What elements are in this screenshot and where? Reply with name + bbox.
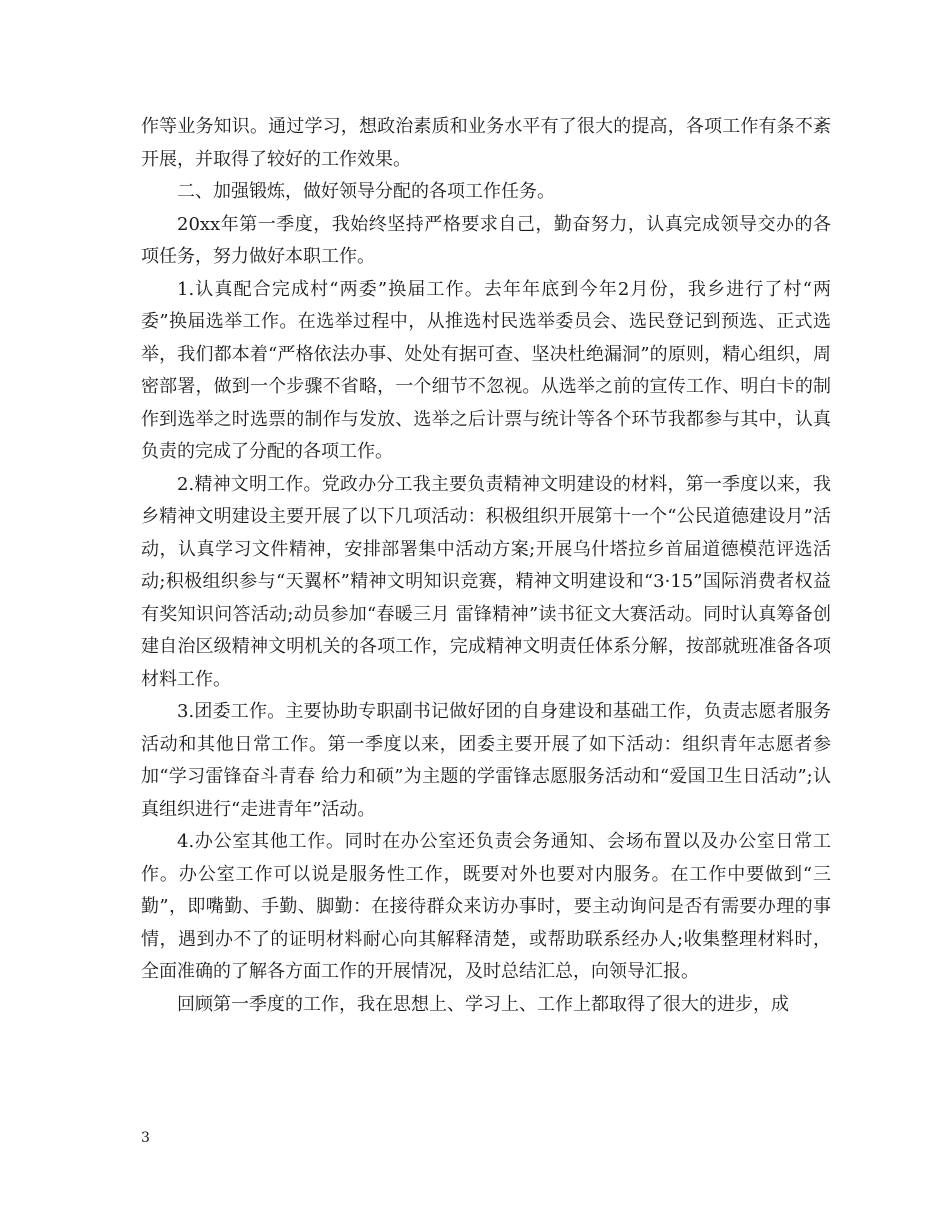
paragraph-intro: 20xx年第一季度，我始终坚持严格要求自己，勤奋努力，认真完成领导交办的各项任务，努力做好本职工作。 <box>141 213 831 267</box>
page-number: 3 <box>141 1130 150 1146</box>
paragraph-item-1: 1.认真配合完成村“两委”换届工作。去年年底到今年2月份，我乡进行了村“两委”换届选举工作。在选举过程中，从推选村民选举委员会、选民登记到预选、正式选举，我们都本着“严格依法办事、处处有据可查、坚决杜绝漏洞”的原则，精心组织，周密部署，做到一个步骤不省略，一个细节不忽视。从选举之前的宣传工作、明白卡的制作到选举之时选票的制作与发放、选举之后计票与统计等各个环节我都参与其中，认真负责的完成了分配的各项工作。 <box>141 278 831 462</box>
document-body <box>141 111 831 1021</box>
paragraph-section-heading: 二、加强锻炼，做好领导分配的各项工作任务。 <box>177 181 555 202</box>
paragraph-item-4: 4.办公室其他工作。同时在办公室还负责会务通知、会场布置以及办公室日常工作。办公室工作可以说是服务性工作，既要对外也要对内服务。在工作中要做到“三勤”，即嘴勤、手勤、脚勤：在接待群众来访办事时，要主动询问是否有需要办理的事情，遇到办不了的证明材料耐心向其解释清楚，或帮助联系经办人;收集整理材料时，全面准确的了解各方面工作的开展情况，及时总结汇总，向领导汇报。 <box>141 831 831 982</box>
paragraph-review: 回顾第一季度的工作，我在思想上、学习上、工作上都取得了很大的进步，成 <box>177 993 789 1015</box>
paragraph-continuation: 作等业务知识。通过学习，想政治素质和业务水平有了很大的提高，各项工作有条不紊开展，并取得了较好的工作效果。 <box>141 116 831 170</box>
paragraph-item-2: 2.精神文明工作。党政办分工我主要负责精神文明建设的材料，第一季度以来，我乡精神文明建设主要开展了以下几项活动：积极组织开展第十一个“公民道德建设月”活动，认真学习文件精神，安排部署集中活动方案;开展乌什塔拉乡首届道德模范评选活动;积极组织参与“天翼杯”精神文明知识竞赛，精神文明建设和“3·15”国际消费者权益有奖知识问答活动;动员参加“春暖三月 雷锋精神”读书征文大赛活动。同时认真筹备创建自治区级精神文明机关的各项工作，完成精神文明责任体系分解，按部就班准备各项材料工作。 <box>141 473 831 690</box>
paragraph-item-3: 3.团委工作。主要协助专职副书记做好团的自身建设和基础工作，负责志愿者服务活动和其他日常工作。第一季度以来，团委主要开展了如下活动：组织青年志愿者参加“学习雷锋奋斗青春 给力和硕”为主题的学雷锋志愿服务活动和“爱国卫生日活动”;认真组织进行“走进青年”活动。 <box>141 701 831 820</box>
